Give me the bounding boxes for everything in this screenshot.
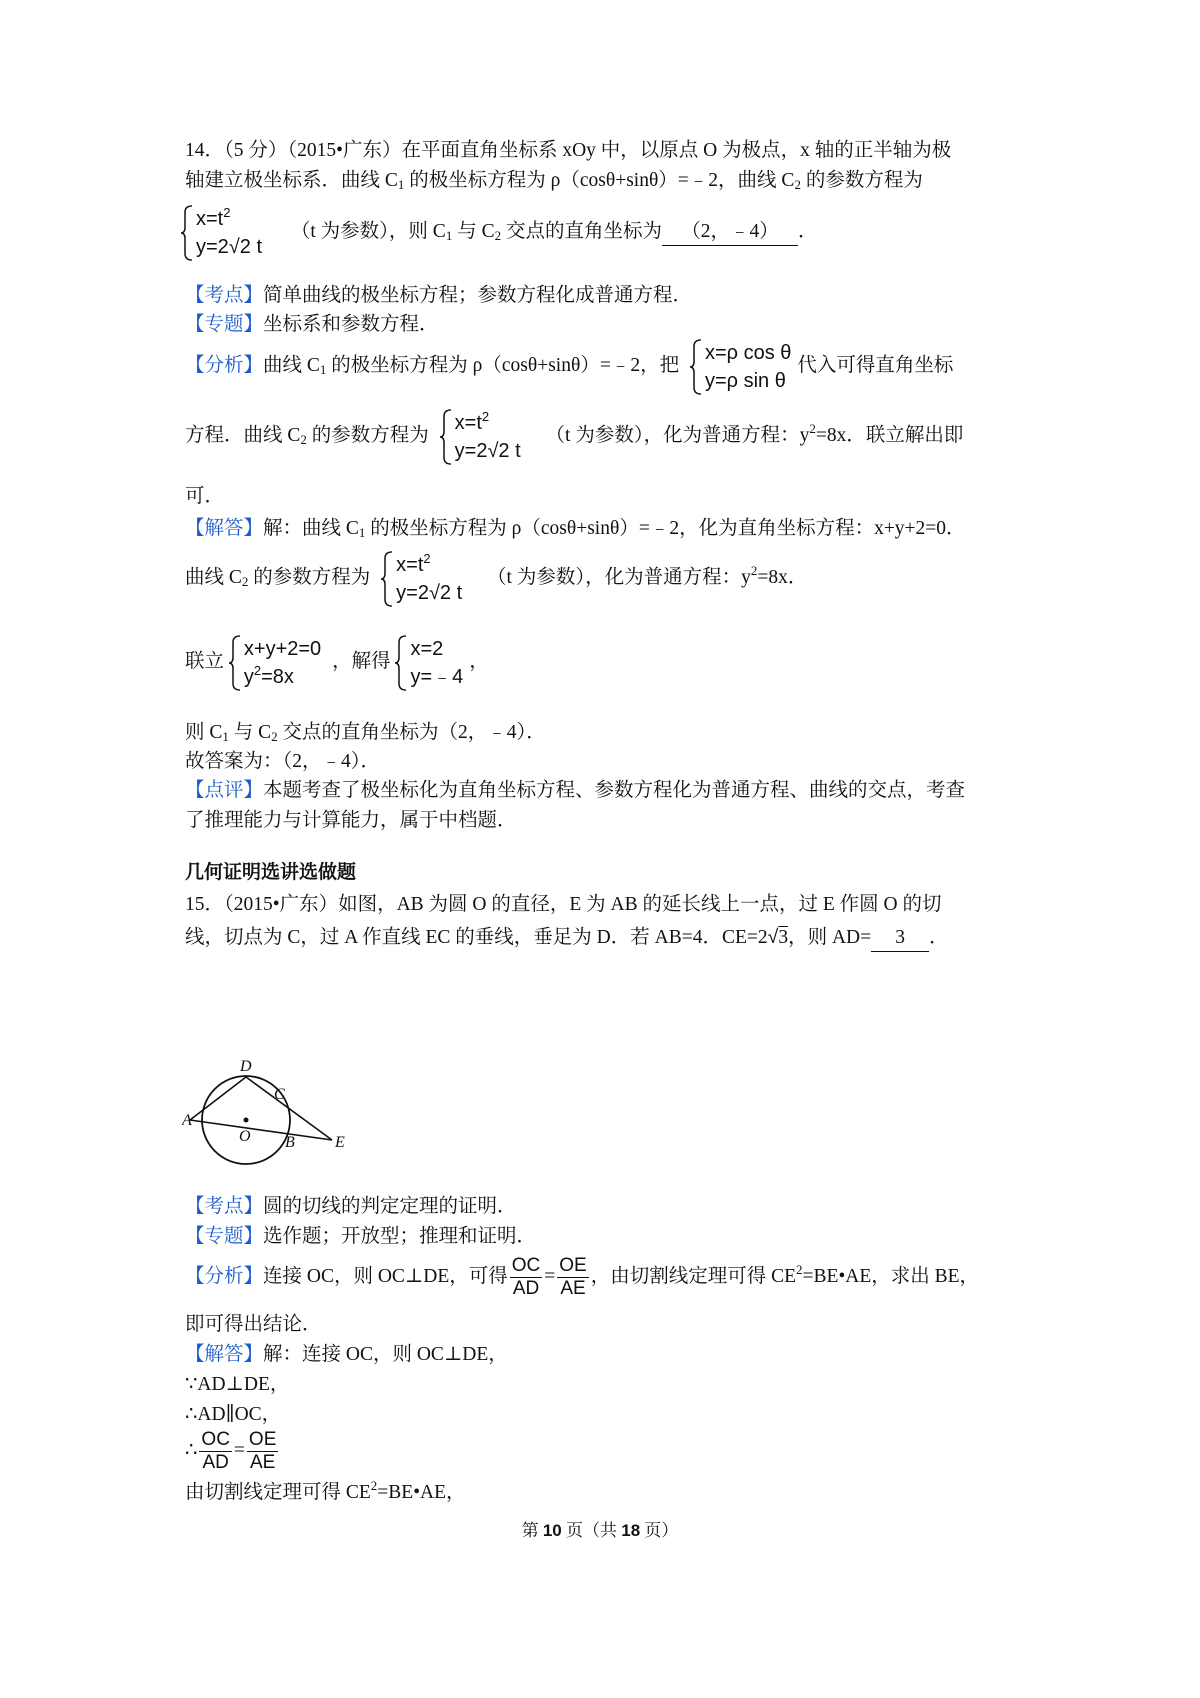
- row: [196, 205, 262, 233]
- denominator: AE: [249, 1452, 276, 1474]
- text: =8x．: [757, 567, 808, 588]
- rows: [407, 635, 463, 691]
- numerator: OE: [248, 1429, 277, 1451]
- text: 解：曲线 C: [263, 518, 359, 539]
- exponent: 2: [809, 421, 816, 436]
- text: 页）: [640, 1521, 679, 1540]
- text: 15．（2015•广东）如图，AB 为圆 O 的直径，E 为 AB 的延长线上一点，过 E 作圆 O 的切: [185, 894, 942, 915]
- text: ．: [797, 221, 818, 242]
- subscript: 1: [397, 177, 405, 192]
- geometry-figure: [182, 1045, 362, 1175]
- text: （t 为参数），化为普通方程：y: [487, 567, 751, 588]
- text: ．: [929, 927, 949, 948]
- numerator: OC: [201, 1429, 230, 1451]
- subscript: 2: [241, 574, 249, 589]
- answer-blank: （2，﹣4）: [662, 219, 798, 246]
- text: 可．: [185, 486, 225, 507]
- row: [396, 551, 462, 579]
- q14-jieda: [185, 514, 1035, 544]
- tag-jieda: 【解答】: [185, 518, 264, 539]
- parametric-system: [440, 409, 521, 465]
- numerator: OE: [559, 1255, 587, 1277]
- text: =8x: [261, 665, 294, 688]
- subscript: 2: [300, 432, 307, 447]
- rows: [193, 205, 262, 261]
- tag-fenxi: 【分析】: [185, 1266, 264, 1287]
- text: 曲线 C: [185, 567, 242, 588]
- q15-because: [185, 1370, 1035, 1400]
- total-pages: 18: [621, 1521, 641, 1540]
- q14-gu: [185, 747, 1035, 777]
- text: 则 C: [185, 722, 223, 743]
- brace-icon: [181, 205, 193, 261]
- exponent: 2: [481, 408, 490, 424]
- text: 线，切点为 C，过 A 作直线 EC 的垂线，垂足为 D．若 AB=4．CE=2: [185, 927, 768, 948]
- text: 圆的切线的判定定理的证明．: [263, 1196, 517, 1217]
- eq-x: x=t: [454, 411, 482, 434]
- text: 的极坐标方程为 ρ（cosθ+sinθ）=﹣2，曲线 C: [404, 170, 795, 191]
- q14-fenxi-3: [185, 482, 1035, 512]
- q14-line-1: [185, 136, 1035, 166]
- text: y: [243, 665, 254, 688]
- label-b: B: [285, 1134, 295, 1151]
- text: 坐标系和参数方程．: [263, 314, 439, 335]
- text: 与 C: [228, 722, 272, 743]
- q14-lianli: [185, 630, 1035, 694]
- subscript: 2: [271, 729, 278, 744]
- page-number: 10: [542, 1521, 562, 1540]
- rows: [393, 551, 462, 607]
- tag-zhuanti: 【专题】: [185, 1226, 264, 1247]
- row: [244, 663, 321, 691]
- q14-jieda-2: [185, 546, 1035, 610]
- subscript: 1: [222, 729, 229, 744]
- text: ∵AD⊥DE，: [185, 1374, 290, 1395]
- text: 代入可得直角坐标: [797, 355, 954, 376]
- tag-zhuanti: 【专题】: [185, 314, 264, 335]
- text: 故答案为：（2，﹣4）．: [185, 751, 381, 772]
- combined-system: [229, 635, 321, 691]
- text: 的参数方程为: [248, 567, 371, 588]
- text: 曲线 C: [263, 355, 320, 376]
- eq-x: x=t: [396, 553, 424, 576]
- subscript: 1: [358, 525, 366, 540]
- brace-icon: [690, 339, 702, 395]
- q15-kaodian: [185, 1192, 1035, 1222]
- q15-jieda: [185, 1340, 1035, 1370]
- q14-dianping: [185, 776, 1035, 806]
- exponent: 2: [223, 204, 231, 220]
- eq-y: y=2√2 t: [196, 235, 263, 258]
- text: 页（共: [561, 1521, 622, 1540]
- q14-line-2: [185, 166, 1035, 196]
- text: （t 为参数），则 C: [290, 221, 446, 242]
- text: =: [544, 1266, 556, 1287]
- q15-therefore-2: [185, 1426, 1035, 1476]
- eq-2: y=﹣4: [410, 665, 464, 688]
- text: 本题考查了极坐标化为直角坐标方程、参数方程化为普通方程、曲线的交点，考查: [263, 780, 966, 801]
- label-a: A: [182, 1112, 192, 1129]
- brace-icon: [229, 635, 241, 691]
- numerator: OC: [511, 1255, 541, 1277]
- rows: [702, 339, 791, 395]
- answer-blank: 3: [871, 925, 929, 952]
- tag-kaodian: 【考点】: [185, 1196, 264, 1217]
- exponent: 2: [370, 1478, 378, 1493]
- text: 与 C: [452, 221, 495, 242]
- subscript: 2: [794, 177, 801, 192]
- fraction-oe-ae: [557, 1255, 588, 1300]
- text: 解：连接 OC，则 OC⊥DE，: [263, 1344, 508, 1365]
- q15-line-1: [185, 890, 1035, 920]
- text: 的极坐标方程为 ρ（cosθ+sinθ）=﹣2，把: [326, 355, 680, 376]
- text: （t 为参数），化为普通方程：y: [545, 425, 810, 446]
- q15-qiege: [185, 1478, 1035, 1508]
- text: =BE•AE，: [377, 1482, 466, 1503]
- q14-line-3: [185, 200, 1035, 264]
- eq-1: x=2: [410, 637, 444, 660]
- text: 由切割线定理可得 CE: [185, 1482, 371, 1503]
- eq-x: x=ρ cos θ: [704, 341, 792, 364]
- eq-y: y=2√2 t: [454, 439, 521, 462]
- text: =: [233, 1440, 245, 1461]
- q15-zhuanti: [185, 1222, 1035, 1252]
- radicand: 3: [778, 927, 789, 948]
- exponent: 2: [796, 1262, 803, 1277]
- text: 连接 OC，则 OC⊥DE，可得: [263, 1266, 508, 1287]
- text: 联立: [185, 651, 225, 672]
- text: 交点的直角坐标为: [501, 221, 662, 242]
- text: 第: [521, 1521, 543, 1540]
- brace-icon: [381, 551, 393, 607]
- tag-kaodian: 【考点】: [185, 285, 264, 306]
- text: 即可得出结论．: [185, 1314, 322, 1335]
- page-footer: [0, 1516, 1200, 1541]
- line-ad: [190, 1077, 246, 1120]
- label-c: C: [274, 1086, 285, 1103]
- eq-y: y=2√2 t: [396, 581, 463, 604]
- q14-kaodian: [185, 281, 1035, 311]
- rows: [452, 409, 521, 465]
- denominator: AD: [202, 1452, 229, 1474]
- q14-fenxi: [185, 334, 1035, 398]
- text: =8x．联立解出即: [815, 425, 964, 446]
- text: ∴AD∥OC，: [185, 1404, 282, 1425]
- row: [455, 409, 521, 437]
- brace-icon: [440, 409, 452, 465]
- subscript: 1: [319, 362, 327, 377]
- q14-fenxi-2: [185, 404, 1035, 468]
- text: 交点的直角坐标为（2，﹣4）．: [277, 722, 546, 743]
- text: 的参数方程为: [800, 170, 923, 191]
- text: 的参数方程为: [306, 425, 429, 446]
- solution-system: [395, 635, 463, 691]
- section-heading: 几何证明选讲选做题: [185, 862, 357, 883]
- q14-text: 14．（5 分）（2015•广东）在平面直角坐标系 xOy 中，以原点 O 为极点，x 轴的正半轴为极: [185, 140, 952, 161]
- center-point: [244, 1118, 249, 1123]
- tag-dianping: 【点评】: [185, 780, 264, 801]
- tag-jieda: 【解答】: [185, 1344, 264, 1365]
- exponent: 2: [423, 550, 431, 566]
- eq-1: x+y+2=0: [243, 637, 322, 660]
- text: 了推理能力与计算能力，属于中档题．: [185, 810, 517, 831]
- sqrt-sign: √: [767, 926, 779, 948]
- denominator: AD: [512, 1278, 540, 1300]
- text: 的极坐标方程为 ρ（cosθ+sinθ）=﹣2，化为直角坐标方程：x+y+2=0．: [365, 518, 966, 539]
- brace-icon: [395, 635, 407, 691]
- q14-dianping-2: [185, 806, 1035, 836]
- exponent: 2: [253, 662, 262, 678]
- fraction-oc-ad: [199, 1429, 232, 1474]
- exponent: 2: [750, 563, 758, 578]
- text: 选作题；开放型；推理和证明．: [263, 1226, 537, 1247]
- label-e: E: [335, 1134, 345, 1151]
- parametric-system: [181, 205, 262, 261]
- line-ae: [190, 1120, 332, 1140]
- text: ∴: [185, 1440, 198, 1461]
- denominator: AE: [560, 1278, 586, 1300]
- eq-x: x=t: [196, 207, 224, 230]
- q15-line-2: [185, 922, 1035, 953]
- text: ，则 AD=: [788, 927, 872, 948]
- q14-ze: [185, 718, 1035, 748]
- text: 轴建立极坐标系．曲线 C: [185, 170, 398, 191]
- rows: [241, 635, 321, 691]
- parametric-system: [381, 551, 462, 607]
- subscript: 2: [494, 228, 502, 243]
- polar-system: [690, 339, 791, 395]
- text: ，解得: [332, 651, 391, 672]
- q15-fenxi: [185, 1252, 1035, 1302]
- label-o: O: [239, 1128, 251, 1145]
- text: =BE•AE，求出 BE，: [802, 1266, 980, 1287]
- text: ，: [469, 651, 489, 672]
- tag-fenxi: 【分析】: [185, 355, 264, 376]
- fraction-oe-ae: [247, 1429, 278, 1474]
- text: 方程．曲线 C: [185, 425, 301, 446]
- fraction-oc-ad: [510, 1255, 543, 1300]
- text: 简单曲线的极坐标方程；参数方程化成普通方程．: [263, 285, 693, 306]
- label-d: D: [240, 1058, 252, 1075]
- text: ，由切割线定理可得 CE: [590, 1266, 797, 1287]
- eq-y: y=ρ sin θ: [704, 369, 786, 392]
- subscript: 1: [445, 228, 453, 243]
- q15-fenxi-2: [185, 1310, 1035, 1340]
